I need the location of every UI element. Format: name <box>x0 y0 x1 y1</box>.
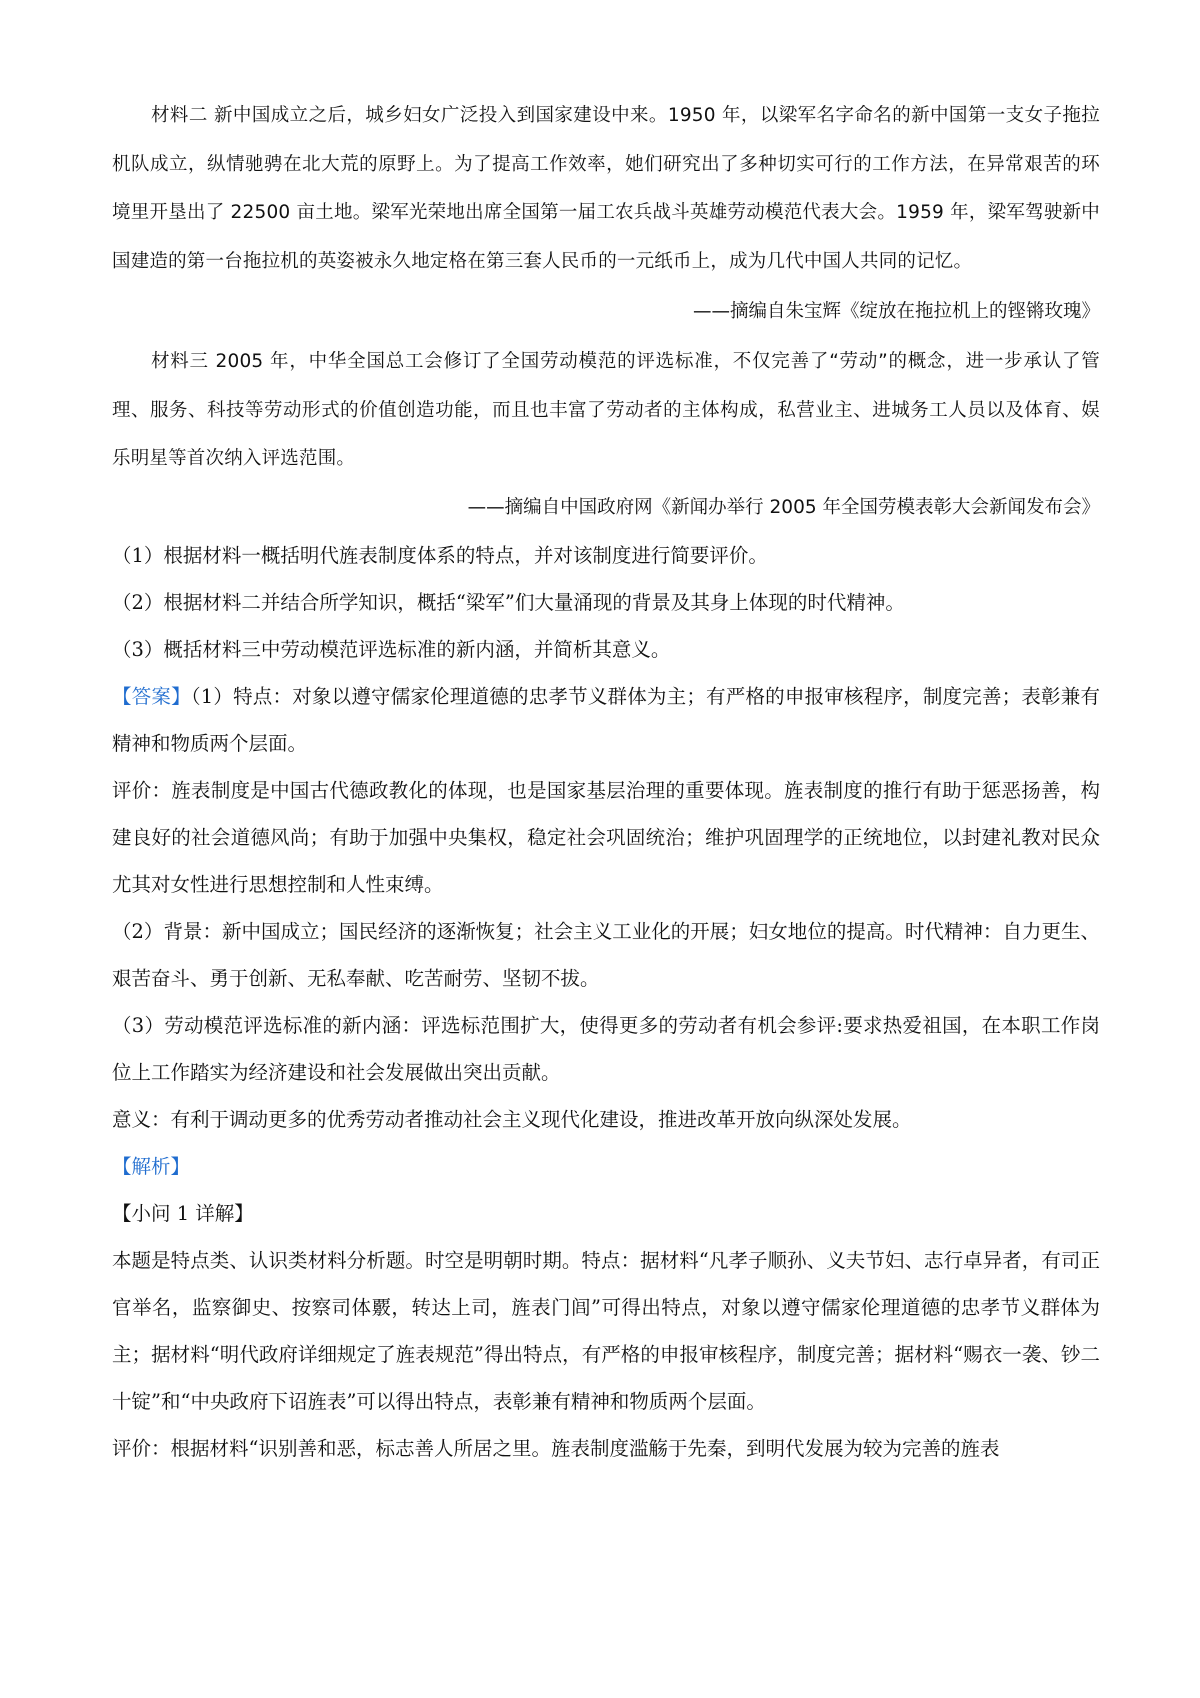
answer-tag: 【答案】 <box>112 684 191 708</box>
answer-3-meaning: 意义：有利于调动更多的优秀劳动者推动社会主义现代化建设，推进改革开放向纵深处发展。 <box>112 1107 912 1131</box>
material-3-source: ——摘编自中国政府网《新闻办举行 2005 年全国劳模表彰大会新闻发布会》 <box>467 496 1100 518</box>
question-3: （3）概括材料三中劳动模范评选标准的新内涵，并简析其意义。 <box>112 637 671 661</box>
answer-2: （2）背景：新中国成立；国民经济的逐渐恢复；社会主义工业化的开展；妇女地位的提高。时代精神：自力更生、艰苦奋斗、勇于创新、无私奉献、吃苦耐劳、坚韧不拔。 <box>112 919 1100 990</box>
document-page <box>112 92 1100 1472</box>
answer-1-evaluation: 评价：旌表制度是中国古代德政教化的体现，也是国家基层治理的重要体现。旌表制度的推行有助于惩恶扬善，构建良好的社会道德风尚；有助于加强中央集权，稳定社会巩固统治；维护巩固理学的正统地位，以封建礼教对民众尤其对女性进行思想控制和人性束缚。 <box>112 778 1100 896</box>
question-1: （1）根据材料一概括明代旌表制度体系的特点，并对该制度进行简要评价。 <box>112 543 768 567</box>
sub-question-1-title: 【小问 1 详解】 <box>112 1201 254 1225</box>
material-3-text: 材料三 2005 年，中华全国总工会修订了全国劳动模范的评选标准，不仅完善了“劳动”的概念，进一步承认了管理、服务、科技等劳动形式的价值创造功能，而且也丰富了劳动者的主体构成，私营业主、进城务工人员以及体育、娱乐明星等首次纳入评选范围。 <box>112 351 1100 469</box>
material-2-source: ——摘编自朱宝辉《绽放在拖拉机上的铿锵玫瑰》 <box>692 301 1100 322</box>
question-2: （2）根据材料二并结合所学知识，概括“梁军”们大量涌现的背景及其身上体现的时代精神。 <box>112 590 905 614</box>
material-2-text: 材料二 新中国成立之后，城乡妇女广泛投入到国家建设中来。1950 年，以梁军名字命名的新中国第一支女子拖拉机队成立，纵情驰骋在北大荒的原野上。为了提高工作效率，她们研究出了多种切实可行的工作方法，在异常艰苦的环境里开垦出了 22500 亩土地。梁军光荣地出席全国第一届工农兵战斗英雄劳动模范代表大会。1959 年，梁军驾驶新中国建造的第一台拖拉机的英姿被永久地定格在第三套人民币的一元纸币上，成为几代中国人共同的记忆。 <box>112 105 1100 272</box>
sub-question-1-evaluation: 评价：根据材料“识别善和恶，标志善人所居之里。旌表制度滥觞于先秦，到明代发展为较为完善的旌表 <box>112 1436 1000 1460</box>
answer-3: （3）劳动模范评选标准的新内涵：评选标范围扩大，使得更多的劳动者有机会参评:要求热爱祖国，在本职工作岗位上工作踏实为经济建设和社会发展做出突出贡献。 <box>112 1013 1100 1084</box>
answer-1 <box>112 673 1100 767</box>
answer-1-text: （1）特点：对象以遵守儒家伦理道德的忠孝节义群体为主；有严格的申报审核程序，制度完善；表彰兼有精神和物质两个层面。 <box>112 684 1100 755</box>
sub-question-1-text: 本题是特点类、认识类材料分析题。时空是明朝时期。特点：据材料“凡孝子顺孙、义夫节妇、志行卓异者，有司正官举名，监察御史、按察司体覈，转达上司，旌表门闾”可得出特点，对象以遵守儒家伦理道德的忠孝节义群体为主；据材料“明代政府详细规定了旌表规范”得出特点，有严格的申报审核程序，制度完善；据材料“赐衣一袭、钞二十锭”和“中央政府下诏旌表”可以得出特点，表彰兼有精神和物质两个层面。 <box>112 1248 1100 1413</box>
analysis-tag: 【解析】 <box>112 1154 191 1178</box>
